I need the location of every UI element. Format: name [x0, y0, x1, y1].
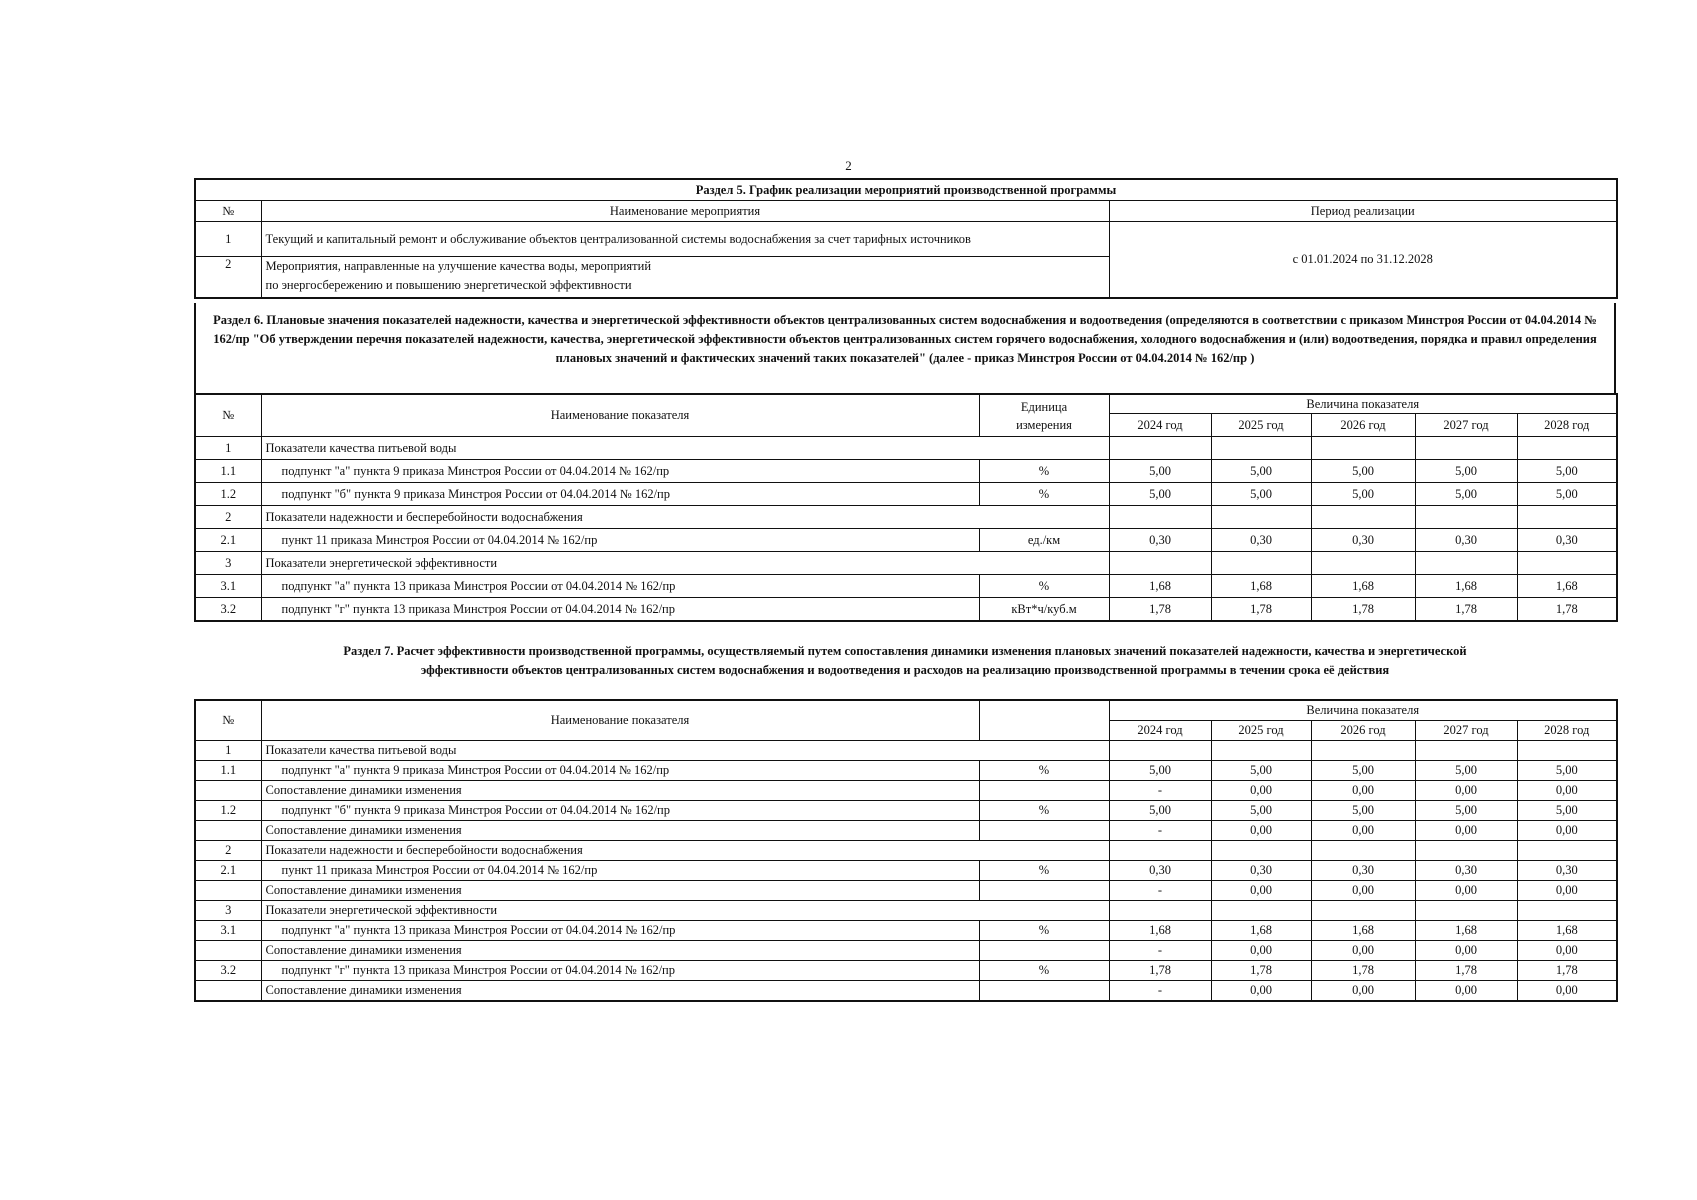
row-num: 1.2	[195, 801, 261, 821]
header-unit	[979, 394, 1109, 437]
group-name: Показатели энергетической эффективности	[261, 901, 1109, 921]
value-cell: 1,68	[1415, 575, 1517, 598]
indicator-name: Сопоставление динамики изменения	[261, 981, 979, 1002]
group-row	[195, 741, 1617, 761]
value-cell: 5,00	[1211, 801, 1311, 821]
unit-cell	[979, 941, 1109, 961]
value-cell: -	[1109, 941, 1211, 961]
table-row	[195, 575, 1617, 598]
unit-cell	[979, 781, 1109, 801]
row-num: 1	[195, 741, 261, 761]
header-unit-line: измерения	[1016, 417, 1072, 432]
row-num: 2	[195, 506, 261, 529]
value-cell: 5,00	[1517, 483, 1617, 506]
header-value: Величина показателя	[1109, 394, 1617, 414]
value-cell: 5,00	[1311, 761, 1415, 781]
value-cell: 0,00	[1211, 781, 1311, 801]
value-cell: 5,00	[1311, 460, 1415, 483]
empty-cell	[1517, 901, 1617, 921]
empty-cell	[1311, 741, 1415, 761]
value-cell: 1,78	[1109, 598, 1211, 622]
value-cell: -	[1109, 821, 1211, 841]
group-row	[195, 506, 1617, 529]
group-row	[195, 437, 1617, 460]
indicator-name: подпункт "г" пункта 13 приказа Минстроя России от 04.04.2014 № 162/пр	[261, 961, 979, 981]
value-cell: 0,00	[1517, 981, 1617, 1002]
empty-cell	[1415, 437, 1517, 460]
value-cell: 0,00	[1517, 781, 1617, 801]
value-cell: 5,00	[1211, 460, 1311, 483]
row-num: 2	[195, 841, 261, 861]
empty-cell	[1517, 741, 1617, 761]
unit-cell: %	[979, 861, 1109, 881]
indicator-name: подпункт "а" пункта 9 приказа Минстроя России от 04.04.2014 № 162/пр	[261, 460, 979, 483]
indicator-name: подпункт "а" пункта 9 приказа Минстроя России от 04.04.2014 № 162/пр	[261, 761, 979, 781]
group-row	[195, 901, 1617, 921]
section7-title-line: эффективности объектов централизованных систем водоснабжения и водоотведения и расходов на реализацию производственной программы в течении срока её действия	[420, 663, 1390, 677]
indicator-name: пункт 11 приказа Минстроя России от 04.04.2014 № 162/пр	[261, 861, 979, 881]
table-row	[195, 761, 1617, 781]
value-cell: 0,00	[1211, 941, 1311, 961]
section7-title	[194, 642, 1616, 680]
group-name: Показатели качества питьевой воды	[261, 741, 1109, 761]
value-cell: 1,68	[1311, 575, 1415, 598]
indicator-name: подпункт "а" пункта 13 приказа Минстроя России от 04.04.2014 № 162/пр	[261, 921, 979, 941]
value-cell: 0,00	[1211, 881, 1311, 901]
section6-title-block	[194, 303, 1616, 393]
unit-cell: %	[979, 483, 1109, 506]
empty-cell	[1415, 901, 1517, 921]
table-row	[195, 529, 1617, 552]
row-num: 3.1	[195, 921, 261, 941]
table-row	[195, 981, 1617, 1002]
unit-cell	[979, 981, 1109, 1002]
value-cell: 1,68	[1211, 575, 1311, 598]
value-cell: 0,30	[1517, 529, 1617, 552]
period-value: с 01.01.2024 по 31.12.2028	[1109, 222, 1617, 299]
empty-cell	[1211, 552, 1311, 575]
value-cell: 0,00	[1311, 881, 1415, 901]
value-cell: 5,00	[1415, 801, 1517, 821]
indicator-name: Сопоставление динамики изменения	[261, 941, 979, 961]
header-num: №	[195, 700, 261, 741]
section6-title: Раздел 6. Плановые значения показателей надежности, качества и энергетической эффективности объектов централизованных систем водоснабжения и водоотведения (определяются в соответствии с приказом Минстроя России от 04.04.2014 № 162/пр "Об утверждении перечня показателей надежности, качества, энергетической эффективности объектов централизованных систем горячего водоснабжения, холодного водоснабжения и (или) водоотведения, порядка и правил определения плановых значений и фактических значений таких показателей" (далее - приказ Минстроя России от 04.04.2014 № 162/пр )	[213, 313, 1597, 365]
year-header: 2024 год	[1109, 721, 1211, 741]
value-cell: 1,78	[1517, 961, 1617, 981]
empty-cell	[1211, 506, 1311, 529]
value-cell: 0,30	[1109, 529, 1211, 552]
value-cell: 0,00	[1311, 821, 1415, 841]
empty-cell	[1109, 741, 1211, 761]
row-num: 1.1	[195, 761, 261, 781]
value-cell: 1,78	[1311, 961, 1415, 981]
value-cell: -	[1109, 881, 1211, 901]
value-cell: 0,00	[1517, 821, 1617, 841]
value-cell: 5,00	[1109, 483, 1211, 506]
header-indicator-name: Наименование показателя	[261, 394, 979, 437]
table-row	[195, 821, 1617, 841]
value-cell: 5,00	[1415, 460, 1517, 483]
group-name: Показатели надежности и бесперебойности водоснабжения	[261, 841, 1109, 861]
group-name: Показатели качества питьевой воды	[261, 437, 1109, 460]
table-row	[195, 801, 1617, 821]
row-num: 3.1	[195, 575, 261, 598]
table-row	[195, 861, 1617, 881]
empty-cell	[1311, 506, 1415, 529]
header-num: №	[195, 201, 261, 222]
empty-cell	[1211, 741, 1311, 761]
header-period: Период реализации	[1109, 201, 1617, 222]
indicator-name: пункт 11 приказа Минстроя России от 04.04.2014 № 162/пр	[261, 529, 979, 552]
value-cell: 0,00	[1211, 981, 1311, 1002]
indicator-name: подпункт "б" пункта 9 приказа Минстроя России от 04.04.2014 № 162/пр	[261, 801, 979, 821]
value-cell: 1,68	[1109, 921, 1211, 941]
value-cell: 5,00	[1415, 483, 1517, 506]
value-cell: 1,68	[1517, 575, 1617, 598]
empty-cell	[1211, 841, 1311, 861]
value-cell: 5,00	[1311, 483, 1415, 506]
unit-cell: кВт*ч/куб.м	[979, 598, 1109, 622]
value-cell: 0,00	[1415, 781, 1517, 801]
empty-cell	[1517, 841, 1617, 861]
value-cell: 0,00	[1415, 981, 1517, 1002]
row-num	[195, 981, 261, 1002]
value-cell: 1,68	[1415, 921, 1517, 941]
empty-cell	[1415, 841, 1517, 861]
table-row	[195, 961, 1617, 981]
value-cell: 0,00	[1415, 821, 1517, 841]
empty-cell	[1415, 741, 1517, 761]
value-cell: 1,78	[1211, 961, 1311, 981]
value-cell: 1,78	[1109, 961, 1211, 981]
value-cell: 0,00	[1311, 781, 1415, 801]
value-cell: 0,00	[1415, 941, 1517, 961]
header-unit-line: Единица	[1020, 399, 1068, 414]
section7-title-line: Раздел 7. Расчет эффективности производственной программы, осуществляемый путем сопоставления динамики изменения плановых значений показателей надежности, качества и энергетической	[343, 644, 1467, 658]
table-row	[195, 781, 1617, 801]
table-row	[195, 881, 1617, 901]
value-cell: -	[1109, 781, 1211, 801]
value-cell: -	[1109, 981, 1211, 1002]
empty-cell	[1311, 552, 1415, 575]
section5-table	[194, 178, 1618, 299]
value-cell: 1,78	[1415, 598, 1517, 622]
header-value: Величина показателя	[1109, 700, 1617, 721]
row-num: 1.2	[195, 483, 261, 506]
value-cell: 0,00	[1517, 881, 1617, 901]
indicator-name: Сопоставление динамики изменения	[261, 821, 979, 841]
section7-body	[195, 741, 1617, 1002]
table-row	[195, 921, 1617, 941]
year-header: 2025 год	[1211, 721, 1311, 741]
unit-cell: %	[979, 575, 1109, 598]
value-cell: 0,00	[1415, 881, 1517, 901]
value-cell: 0,30	[1311, 861, 1415, 881]
event-name-line: Мероприятия, направленные на улучшение качества воды, мероприятий	[265, 259, 652, 273]
header-indicator-name: Наименование показателя	[261, 700, 979, 741]
value-cell: 5,00	[1211, 483, 1311, 506]
value-cell: 5,00	[1109, 460, 1211, 483]
value-cell: 0,30	[1109, 861, 1211, 881]
table-row	[195, 460, 1617, 483]
value-cell: 1,68	[1517, 921, 1617, 941]
table-row	[195, 483, 1617, 506]
row-num: 1.1	[195, 460, 261, 483]
value-cell: 5,00	[1109, 761, 1211, 781]
empty-cell	[1109, 552, 1211, 575]
unit-cell: %	[979, 761, 1109, 781]
value-cell: 0,00	[1311, 941, 1415, 961]
value-cell: 5,00	[1311, 801, 1415, 821]
value-cell: 0,00	[1517, 941, 1617, 961]
row-num: 1	[195, 222, 261, 257]
indicator-name: подпункт "г" пункта 13 приказа Минстроя России от 04.04.2014 № 162/пр	[261, 598, 979, 622]
row-num: 3.2	[195, 598, 261, 622]
group-row	[195, 552, 1617, 575]
row-num: 2.1	[195, 861, 261, 881]
unit-cell: %	[979, 801, 1109, 821]
row-num: 1	[195, 437, 261, 460]
year-header: 2028 год	[1517, 721, 1617, 741]
group-name: Показатели энергетической эффективности	[261, 552, 1109, 575]
row-num: 2	[195, 257, 261, 299]
empty-cell	[1109, 901, 1211, 921]
section5-title: Раздел 5. График реализации мероприятий производственной программы	[195, 179, 1617, 201]
unit-cell: %	[979, 921, 1109, 941]
row-num: 2.1	[195, 529, 261, 552]
empty-cell	[1517, 506, 1617, 529]
section6-body	[195, 437, 1617, 622]
row-num	[195, 821, 261, 841]
empty-cell	[1517, 437, 1617, 460]
value-cell: 1,78	[1211, 598, 1311, 622]
unit-cell: ед./км	[979, 529, 1109, 552]
value-cell: 1,78	[1415, 961, 1517, 981]
value-cell: 0,30	[1517, 861, 1617, 881]
empty-cell	[1415, 506, 1517, 529]
value-cell: 0,00	[1211, 821, 1311, 841]
value-cell: 5,00	[1517, 801, 1617, 821]
empty-cell	[1211, 901, 1311, 921]
indicator-name: Сопоставление динамики изменения	[261, 781, 979, 801]
page-number: 2	[845, 158, 852, 173]
group-row	[195, 841, 1617, 861]
row-num	[195, 881, 261, 901]
value-cell: 1,78	[1517, 598, 1617, 622]
unit-cell: %	[979, 460, 1109, 483]
indicator-name: подпункт "б" пункта 9 приказа Минстроя России от 04.04.2014 № 162/пр	[261, 483, 979, 506]
value-cell: 5,00	[1211, 761, 1311, 781]
value-cell: 0,30	[1415, 529, 1517, 552]
unit-cell	[979, 821, 1109, 841]
header-num: №	[195, 394, 261, 437]
table-row	[195, 598, 1617, 622]
table-row	[195, 941, 1617, 961]
value-cell: 5,00	[1109, 801, 1211, 821]
empty-cell	[1415, 552, 1517, 575]
event-name	[261, 257, 1109, 299]
value-cell: 0,30	[1211, 861, 1311, 881]
value-cell: 0,30	[1415, 861, 1517, 881]
unit-cell	[979, 881, 1109, 901]
year-header: 2026 год	[1311, 721, 1415, 741]
event-name: Текущий и капитальный ремонт и обслуживание объектов централизованной системы водоснабжения за счет тарифных источников	[261, 222, 1109, 257]
empty-cell	[1109, 437, 1211, 460]
empty-cell	[1211, 437, 1311, 460]
empty-cell	[1517, 552, 1617, 575]
value-cell: 5,00	[1415, 761, 1517, 781]
empty-cell	[1109, 506, 1211, 529]
value-cell: 1,68	[1311, 921, 1415, 941]
empty-cell	[1311, 437, 1415, 460]
year-header: 2027 год	[1415, 721, 1517, 741]
row-num: 3.2	[195, 961, 261, 981]
row-num	[195, 781, 261, 801]
value-cell: 1,68	[1211, 921, 1311, 941]
unit-cell: %	[979, 961, 1109, 981]
value-cell: 0,30	[1311, 529, 1415, 552]
indicator-name: подпункт "а" пункта 13 приказа Минстроя России от 04.04.2014 № 162/пр	[261, 575, 979, 598]
header-event-name: Наименование мероприятия	[261, 201, 1109, 222]
year-header: 2025 год	[1211, 414, 1311, 437]
group-name: Показатели надежности и бесперебойности водоснабжения	[261, 506, 1109, 529]
header-unit-empty	[979, 700, 1109, 741]
value-cell: 0,30	[1211, 529, 1311, 552]
value-cell: 0,00	[1311, 981, 1415, 1002]
row-num: 3	[195, 901, 261, 921]
empty-cell	[1109, 841, 1211, 861]
empty-cell	[1311, 841, 1415, 861]
event-name-line: по энергосбережению и повышению энергетической эффективности	[265, 278, 632, 292]
value-cell: 5,00	[1517, 460, 1617, 483]
section7-table	[194, 699, 1618, 1002]
year-header: 2028 год	[1517, 414, 1617, 437]
indicator-name: Сопоставление динамики изменения	[261, 881, 979, 901]
value-cell: 1,68	[1109, 575, 1211, 598]
empty-cell	[1311, 901, 1415, 921]
year-header: 2026 год	[1311, 414, 1415, 437]
value-cell: 1,78	[1311, 598, 1415, 622]
row-num: 3	[195, 552, 261, 575]
year-header: 2027 год	[1415, 414, 1517, 437]
section6-table	[194, 393, 1618, 622]
year-header: 2024 год	[1109, 414, 1211, 437]
row-num	[195, 941, 261, 961]
value-cell: 5,00	[1517, 761, 1617, 781]
